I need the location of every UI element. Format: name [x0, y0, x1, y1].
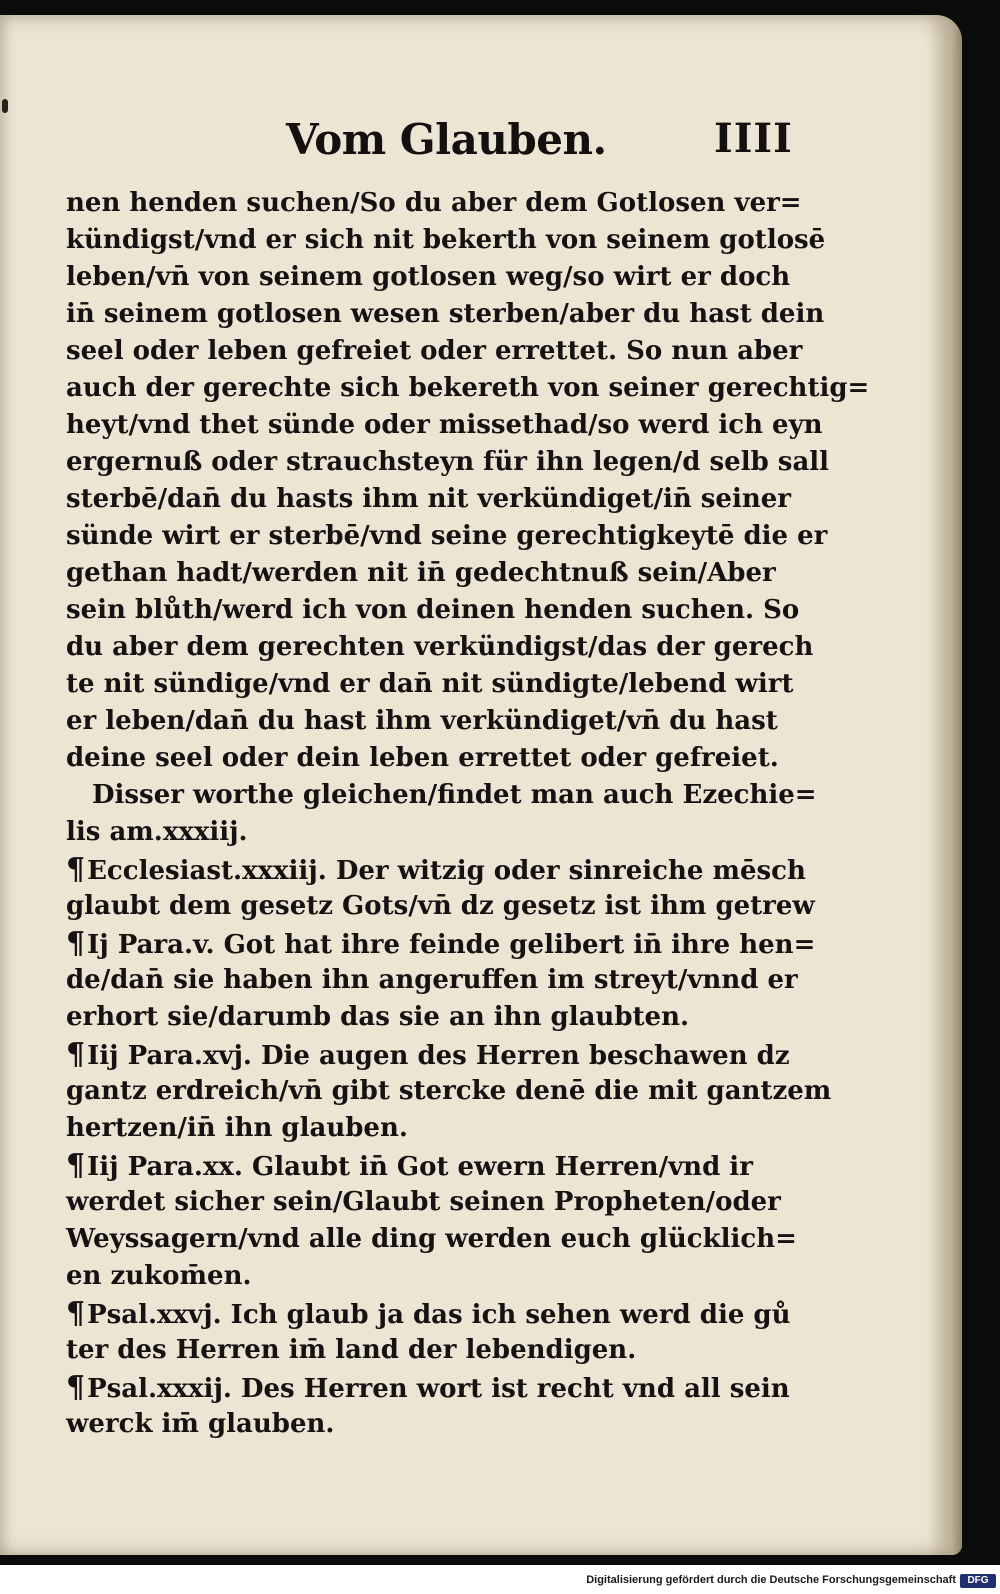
text-line: en zukom̄en. [66, 1261, 252, 1291]
text-line-content: Psal.xxxij. Des Herren wort ist recht vnd all sein [87, 1374, 790, 1404]
text-line: kündigst/vnd er sich nit bekerth von seinem gotlosē [66, 225, 826, 255]
pilcrow-icon: ¶ [66, 1037, 86, 1072]
text-line: gethan hadt/werden nit in̄ gedechtnuß sein/Aber [66, 558, 776, 588]
text-line: seel oder leben gefreiet oder errettet. So nun aber [66, 336, 803, 366]
text-line [66, 1295, 836, 1332]
dfg-logo: DFG [960, 1574, 996, 1588]
text-line: gantz erdreich/vn̄ gibt stercke denē die mit gantzem [66, 1076, 832, 1106]
pilcrow-icon: ¶ [66, 1296, 86, 1331]
text-line: deine seel oder dein leben errettet oder gefreiet. [66, 743, 779, 773]
text-line: ter des Herren im̄ land der lebendigen. [66, 1335, 637, 1365]
text-line-content: Psal.xxvj. Ich glaub ja das ich sehen werd die gů [87, 1300, 791, 1330]
text-line-content: Ij Para.v. Got hat ihre feinde gelibert in̄ ihre hen= [87, 930, 816, 960]
text-line [66, 851, 836, 888]
text-line: te nit sündige/vnd er dan̄ nit sündigte/lebend wirt [66, 669, 794, 699]
text-line: werdet sicher sein/Glaubt seinen Propheten/oder [66, 1187, 781, 1217]
digitization-credit: Digitalisierung gefördert durch die Deutsche Forschungsgemeinschaft [586, 1574, 956, 1586]
pilcrow-icon: ¶ [66, 1370, 86, 1405]
text-line-content: Iij Para.xx. Glaubt in̄ Got ewern Herren/vnd ir [87, 1152, 753, 1182]
text-line: leben/vn̄ von seinem gotlosen weg/so wirt er doch [66, 262, 791, 292]
text-line [66, 1369, 836, 1406]
text-line: ergernuß oder strauchsteyn für ihn legen/d selb sall [66, 447, 830, 477]
running-head: Vom Glauben. [286, 115, 607, 164]
pilcrow-icon: ¶ [66, 852, 86, 887]
body-text [66, 185, 870, 1443]
text-line: sein blůth/werd ich von deinen henden suchen. So [66, 595, 800, 625]
text-line: Weyssagern/vnd alle ding werden euch glücklich= [66, 1224, 797, 1254]
text-line: heyt/vnd thet sünde oder missethad/so werd ich eyn [66, 410, 823, 440]
text-line: auch der gerechte sich bekereth von seiner gerechtig= [66, 373, 870, 403]
text-line-content: Ecclesiast.xxxiij. Der witzig oder sinreiche mēsch [87, 856, 806, 886]
folio-number: IIII [714, 115, 793, 162]
text-line: glaubt dem gesetz Gots/vn̄ dz gesetz ist ihm getrew [66, 891, 815, 921]
text-line: werck im̄ glauben. [66, 1409, 335, 1439]
text-line: de/dan̄ sie haben ihn angeruffen im streyt/vnnd er [66, 965, 798, 995]
pilcrow-icon: ¶ [66, 926, 86, 961]
book-page [0, 15, 962, 1555]
text-line: in̄ seinem gotlosen wesen sterben/aber du hast dein [66, 299, 825, 329]
text-line: lis am.xxxiij. [66, 817, 248, 847]
text-line: er leben/dan̄ du hast ihm verkündiget/vn̄ du hast [66, 706, 778, 736]
pilcrow-icon: ¶ [66, 1148, 86, 1183]
text-line: sünde wirt er sterbē/vnd seine gerechtigkeytē die er [66, 521, 828, 551]
text-line-content: Iij Para.xvj. Die augen des Herren beschawen dz [87, 1041, 790, 1071]
ink-speck [2, 99, 8, 113]
text-line: du aber dem gerechten verkündigst/das der gerech [66, 632, 814, 662]
text-line [66, 1147, 836, 1184]
text-line [66, 1036, 836, 1073]
text-line [66, 925, 836, 962]
text-line: hertzen/in̄ ihn glauben. [66, 1113, 408, 1143]
text-line: sterbē/dan̄ du hasts ihm nit verkündiget/in̄ seiner [66, 484, 791, 514]
text-line: nen henden suchen/So du aber dem Gotlosen ver= [66, 188, 802, 218]
text-line: erhort sie/darumb das sie an ihn glaubten. [66, 1002, 690, 1032]
page-header [0, 115, 962, 175]
text-line: Disser worthe gleichen/findet man auch Ezechie= [92, 780, 817, 810]
page-edge-shadow [928, 15, 962, 1555]
